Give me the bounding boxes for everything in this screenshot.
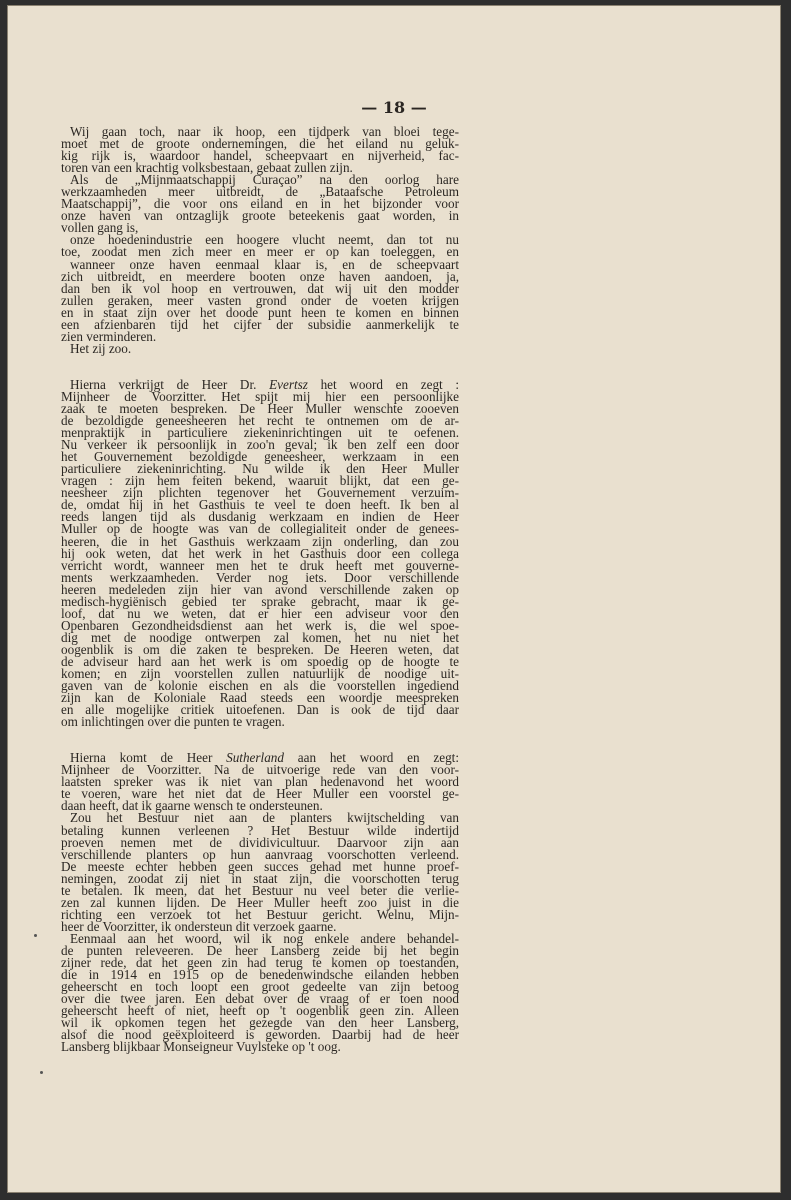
text-line: verschillende planters op hun aanvraag voorschotten verleend. xyxy=(61,846,459,862)
text-line: de punten releveeren. De heer Lansberg zeide bij het begin xyxy=(61,943,459,958)
text-line: om inlichtingen over die punten te vragen. xyxy=(61,714,285,730)
text-line: nemingen, zoodat zij niet in staat zijn, die voorschotten terug xyxy=(61,870,459,886)
text-line: wil ik opkomen tegen het gezegde van den heer Lansberg, xyxy=(61,1015,459,1031)
text-line: heer de Voorzitter, ik ondersteun dit verzoek gaarne. xyxy=(61,918,337,934)
text-line: medisch-hygiënisch gebied ter sprake gebracht, maar ik ge- xyxy=(61,593,459,609)
paragraph-1 xyxy=(61,126,459,355)
text-line: werkzaamheden meer uitbreidt, de „Bataafsche Petroleum xyxy=(61,184,459,200)
document-page xyxy=(8,6,780,1192)
text-line: die in 1914 en 1915 op de benedenwindsche eilanden hebben xyxy=(61,967,459,983)
text-line: zijner rede, dat het geen zin had terug te komen op toestanden, xyxy=(61,955,459,971)
text-line: alsof die nood geëxploiteerd is geworden. Daarbij had de heer xyxy=(61,1027,459,1043)
text-line: zijn kan de Koloniale Raad steeds een woordje meespreken xyxy=(61,690,459,706)
paragraph-2-intro: Hierna verkrijgt de Heer Dr. Evertsz het woord en zegt : xyxy=(70,376,460,392)
speaker-name: Evertsz xyxy=(269,376,308,392)
body-text xyxy=(61,126,459,1053)
text-line: vragen : zijn hem feiten bekend, waaruit blijkt, dat een ge- xyxy=(61,473,459,489)
text-line: Maatschappij”, die voor ons eiland en in het bijzonder voor xyxy=(61,196,459,212)
text-line: en alle mogelijke critiek uitoefenen. Dan is ook de tijd daar xyxy=(61,702,459,718)
text-line: zich uitbreidt, en meerdere booten onze haven aandoen, ja, xyxy=(61,268,459,284)
text-line: Zou het Bestuur niet aan de planters kwijtschelding van xyxy=(70,810,459,826)
paragraph-3-intro: Hierna komt de Heer Sutherland aan het woord en zegt: xyxy=(70,750,459,766)
text-line: geheerscht heeft of niet, heeft op 't oogenblik geen zin. Alleen xyxy=(61,1003,459,1019)
text-line: proeven nemen met de dividivicultuur. Daarvoor zijn aan xyxy=(61,834,459,850)
text-line: daan heeft, dat ik gaarne wensch te ondersteunen. xyxy=(61,798,323,814)
text-line: laatsten spreker was ik niet van plan hedenavond het woord xyxy=(61,774,459,790)
text-line: Mijnheer de Voorzitter. Na de uitvoerige rede van den voor- xyxy=(61,762,459,778)
text-line: verricht wordt, wanneer men het te druk heeft met gouverne- xyxy=(61,557,459,573)
paragraph-3 xyxy=(61,752,459,1053)
text-line: hij ook weten, dat het werk in het Gasthuis door een collega xyxy=(61,545,459,561)
text-line: kig rijk is, waardoor handel, scheepvaart en nijverheid, fac- xyxy=(61,148,459,164)
margin-mark xyxy=(40,1071,43,1074)
text-line: geheerscht en toch loopt een groot gedeelte van zijn betoog xyxy=(61,979,459,995)
text-line: gaven van de kolonie eischen en als die voorstellen ingediend xyxy=(61,678,459,694)
text-line: en in staat zijn over het doode punt heen te komen en binnen xyxy=(61,304,459,320)
text-line: De meeste echter hebben geen succes gehad met hunne proef- xyxy=(61,858,459,874)
text-line: Mijnheer de Voorzitter. Het spijt mij hier een persoonlijke xyxy=(61,388,459,404)
speaker-name: Sutherland xyxy=(226,750,284,766)
text-line: toren van een krachtig volksbestaan, gebaat zullen zijn. xyxy=(61,160,353,176)
text-line: te voeren, ware het niet dat de Heer Muller een voorstel ge- xyxy=(61,786,459,802)
text-line: moet met de groote ondernemingen, die het eiland nu geluk- xyxy=(61,136,459,152)
text-line: toe, zoodat men zich meer en meer er op kan toeleggen, en xyxy=(61,244,459,260)
text-line: Als de „Mijnmaatschappij Curaçao” na den oorlog hare xyxy=(70,172,459,188)
text-line: Wij gaan toch, naar ik hoop, een tijdperk van bloei tege- xyxy=(70,124,459,139)
paragraph-2 xyxy=(61,376,460,730)
text-line: over die twee jaren. Een debat over de vraag of er toen nood xyxy=(61,991,459,1007)
text-line: vollen gang is, xyxy=(61,220,139,236)
text-line: loof, dat nu we weten, dat er hier een adviseur voor den xyxy=(61,605,459,621)
text-line: Muller op de hoogte was van de collegialiteit onder de genees- xyxy=(61,521,459,537)
text-line: richting een verzoek tot het Bestuur gericht. Welnu, Mijn- xyxy=(61,906,459,922)
text-line: ments werkzaamheden. Verder nog iets. Door verschillende xyxy=(61,569,459,585)
text-line: reeds langen tijd als dusdanig werkzaam en indien de Heer xyxy=(61,509,459,525)
margin-mark xyxy=(34,934,37,937)
text-line: te betalen. Ik meen, dat het Bestuur nu veel beter die verlie- xyxy=(61,882,459,898)
text-line: oogenblik is om die zaken te bespreken. De Heeren weten, dat xyxy=(61,641,459,657)
text-line: dig met de noodige ontwerpen zal komen, het nu niet het xyxy=(61,629,459,645)
text-line: Lansberg blijkbaar Monseigneur Vuylsteke op 't oog. xyxy=(61,1039,341,1055)
text-line: particuliere ziekeninrichting. Nu wilde ik den Heer Muller xyxy=(61,461,459,477)
text-line: wanneer onze haven eenmaal klaar is, en de scheepvaart xyxy=(70,256,459,272)
text-line: onze haven van ontzaglijk groote beteekenis gaat worden, in xyxy=(61,208,459,224)
text-line: onze hoedenindustrie een hoogere vlucht neemt, dan tot nu xyxy=(70,232,459,248)
text-line: heeren, die in het Gasthuis werkzaam zijn onderling, dan zou xyxy=(61,533,459,549)
text-line: de bezoldigde geneesheeren het recht te ontnemen om de ar- xyxy=(61,413,459,429)
text-line: heeren medeleden zijn hier van avond verschillende zaken op xyxy=(61,581,459,597)
text-line: komen; en zijn voorstellen zullen natuurlijk de noodige uit- xyxy=(61,666,459,682)
text-line: zen zal kunnen lijden. De Heer Muller heeft zoo juist in die xyxy=(61,894,459,910)
text-line: neesheer zijn plichten tegenover het Gouvernement verzuim- xyxy=(61,485,459,501)
text-line: betaling kunnen verleenen ? Het Bestuur wilde indertijd xyxy=(61,822,459,838)
text-line: Openbaren Gezondheidsdienst aan het werk is, die wel spoe- xyxy=(61,617,459,633)
text-line: het Gouvernement bezoldigde geneesheer, werkzaam in een xyxy=(61,449,459,465)
text-line: de adviseur hard aan het werk is om spoedig op de hoogte te xyxy=(61,653,459,669)
text-line: Het zij zoo. xyxy=(70,340,132,356)
text-line: een afzienbaren tijd het cijfer der subsidie aanmerkelijk te xyxy=(61,316,459,332)
text-line: de, omdat hij in het Gasthuis te veel te doen heeft. Ik ben al xyxy=(61,497,459,513)
text-line: zaak te moeten bespreken. De Heer Muller wenschte zooeven xyxy=(61,400,459,416)
page-number: — 18 — xyxy=(361,98,427,117)
text-line: Eenmaal aan het woord, wil ik nog enkele andere behandel- xyxy=(70,930,459,946)
text-line: Nu verkeer ik persoonlijk in zoo'n geval; ik ben zelf een door xyxy=(61,437,459,453)
text-line: dan ben ik vol hoop en vertrouwen, dat wij uit den modder xyxy=(61,280,459,296)
text-line: zullen geraken, meer vasten grond onder de voeten krijgen xyxy=(61,292,459,308)
text-line: menpraktijk in particuliere ziekeninrichtingen uit te oefenen. xyxy=(61,425,459,441)
text-line: zien verminderen. xyxy=(61,328,157,344)
